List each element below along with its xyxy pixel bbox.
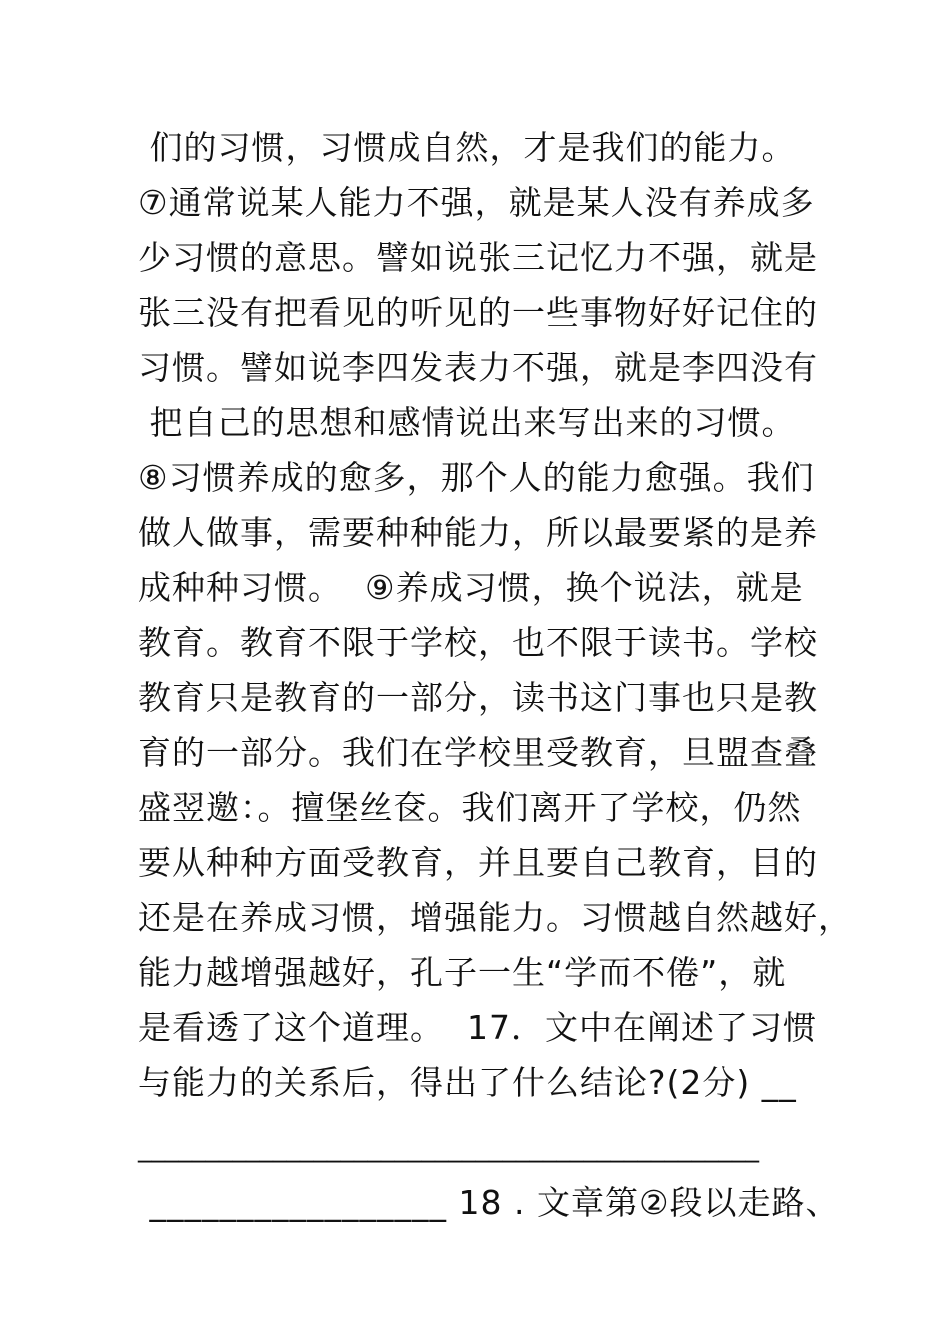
text-line-20: _________________ 18 . 文章第②段以走路、 [138,1183,840,1222]
text-line-12: 育的一部分。我们在学校里受教育，旦盟查叠 [138,733,818,772]
text-line-1: 们的习惯，习惯成自然，才是我们的能力。 [138,128,796,167]
text-line-5: 习惯。譬如说李四发表力不强，就是李四没有 [138,348,818,387]
text-line-17: 是看透了这个道理。 17．文中在阐述了习惯 [138,1008,817,1047]
text-line-10: 教育。教育不限于学校，也不限于读书。学校 [138,623,818,662]
text-line-6: 把自己的思想和感情说出来写出来的习惯。 [138,403,796,442]
text-line-13: 盛翌邀：。擅堡丝奁。我们离开了学校，仍然 [138,788,802,827]
text-line-16: 能力越增强越好，孔子一生“学而不倦”，就 [138,953,787,992]
text-line-3: 少习惯的意思。譬如说张三记忆力不强，就是 [138,238,818,277]
text-line-9: 成种种习惯。 ⑨养成习惯，换个说法，就是 [138,568,804,607]
text-line-18: 与能力的关系后，得出了什么结论?(2分) __ [138,1063,797,1102]
text-line-14: 要从种种方面受教育，并且要自己教育，目的 [138,843,818,882]
text-line-11: 教育只是教育的一部分，读书这门事也只是教 [138,678,818,717]
text-line-2: ⑦通常说某人能力不强，就是某人没有养成多 [138,183,815,222]
answer-blank-line: ______________________________________________ [138,1132,759,1163]
text-line-4: 张三没有把看见的听见的一些事物好好记住的 [138,293,818,332]
text-line-15: 还是在养成习惯，增强能力。习惯越自然越好， [138,898,852,937]
text-line-8: 做人做事，需要种种能力，所以最要紧的是养 [138,513,818,552]
text-line-7: ⑧习惯养成的愈多，那个人的能力愈强。我们 [138,458,815,497]
